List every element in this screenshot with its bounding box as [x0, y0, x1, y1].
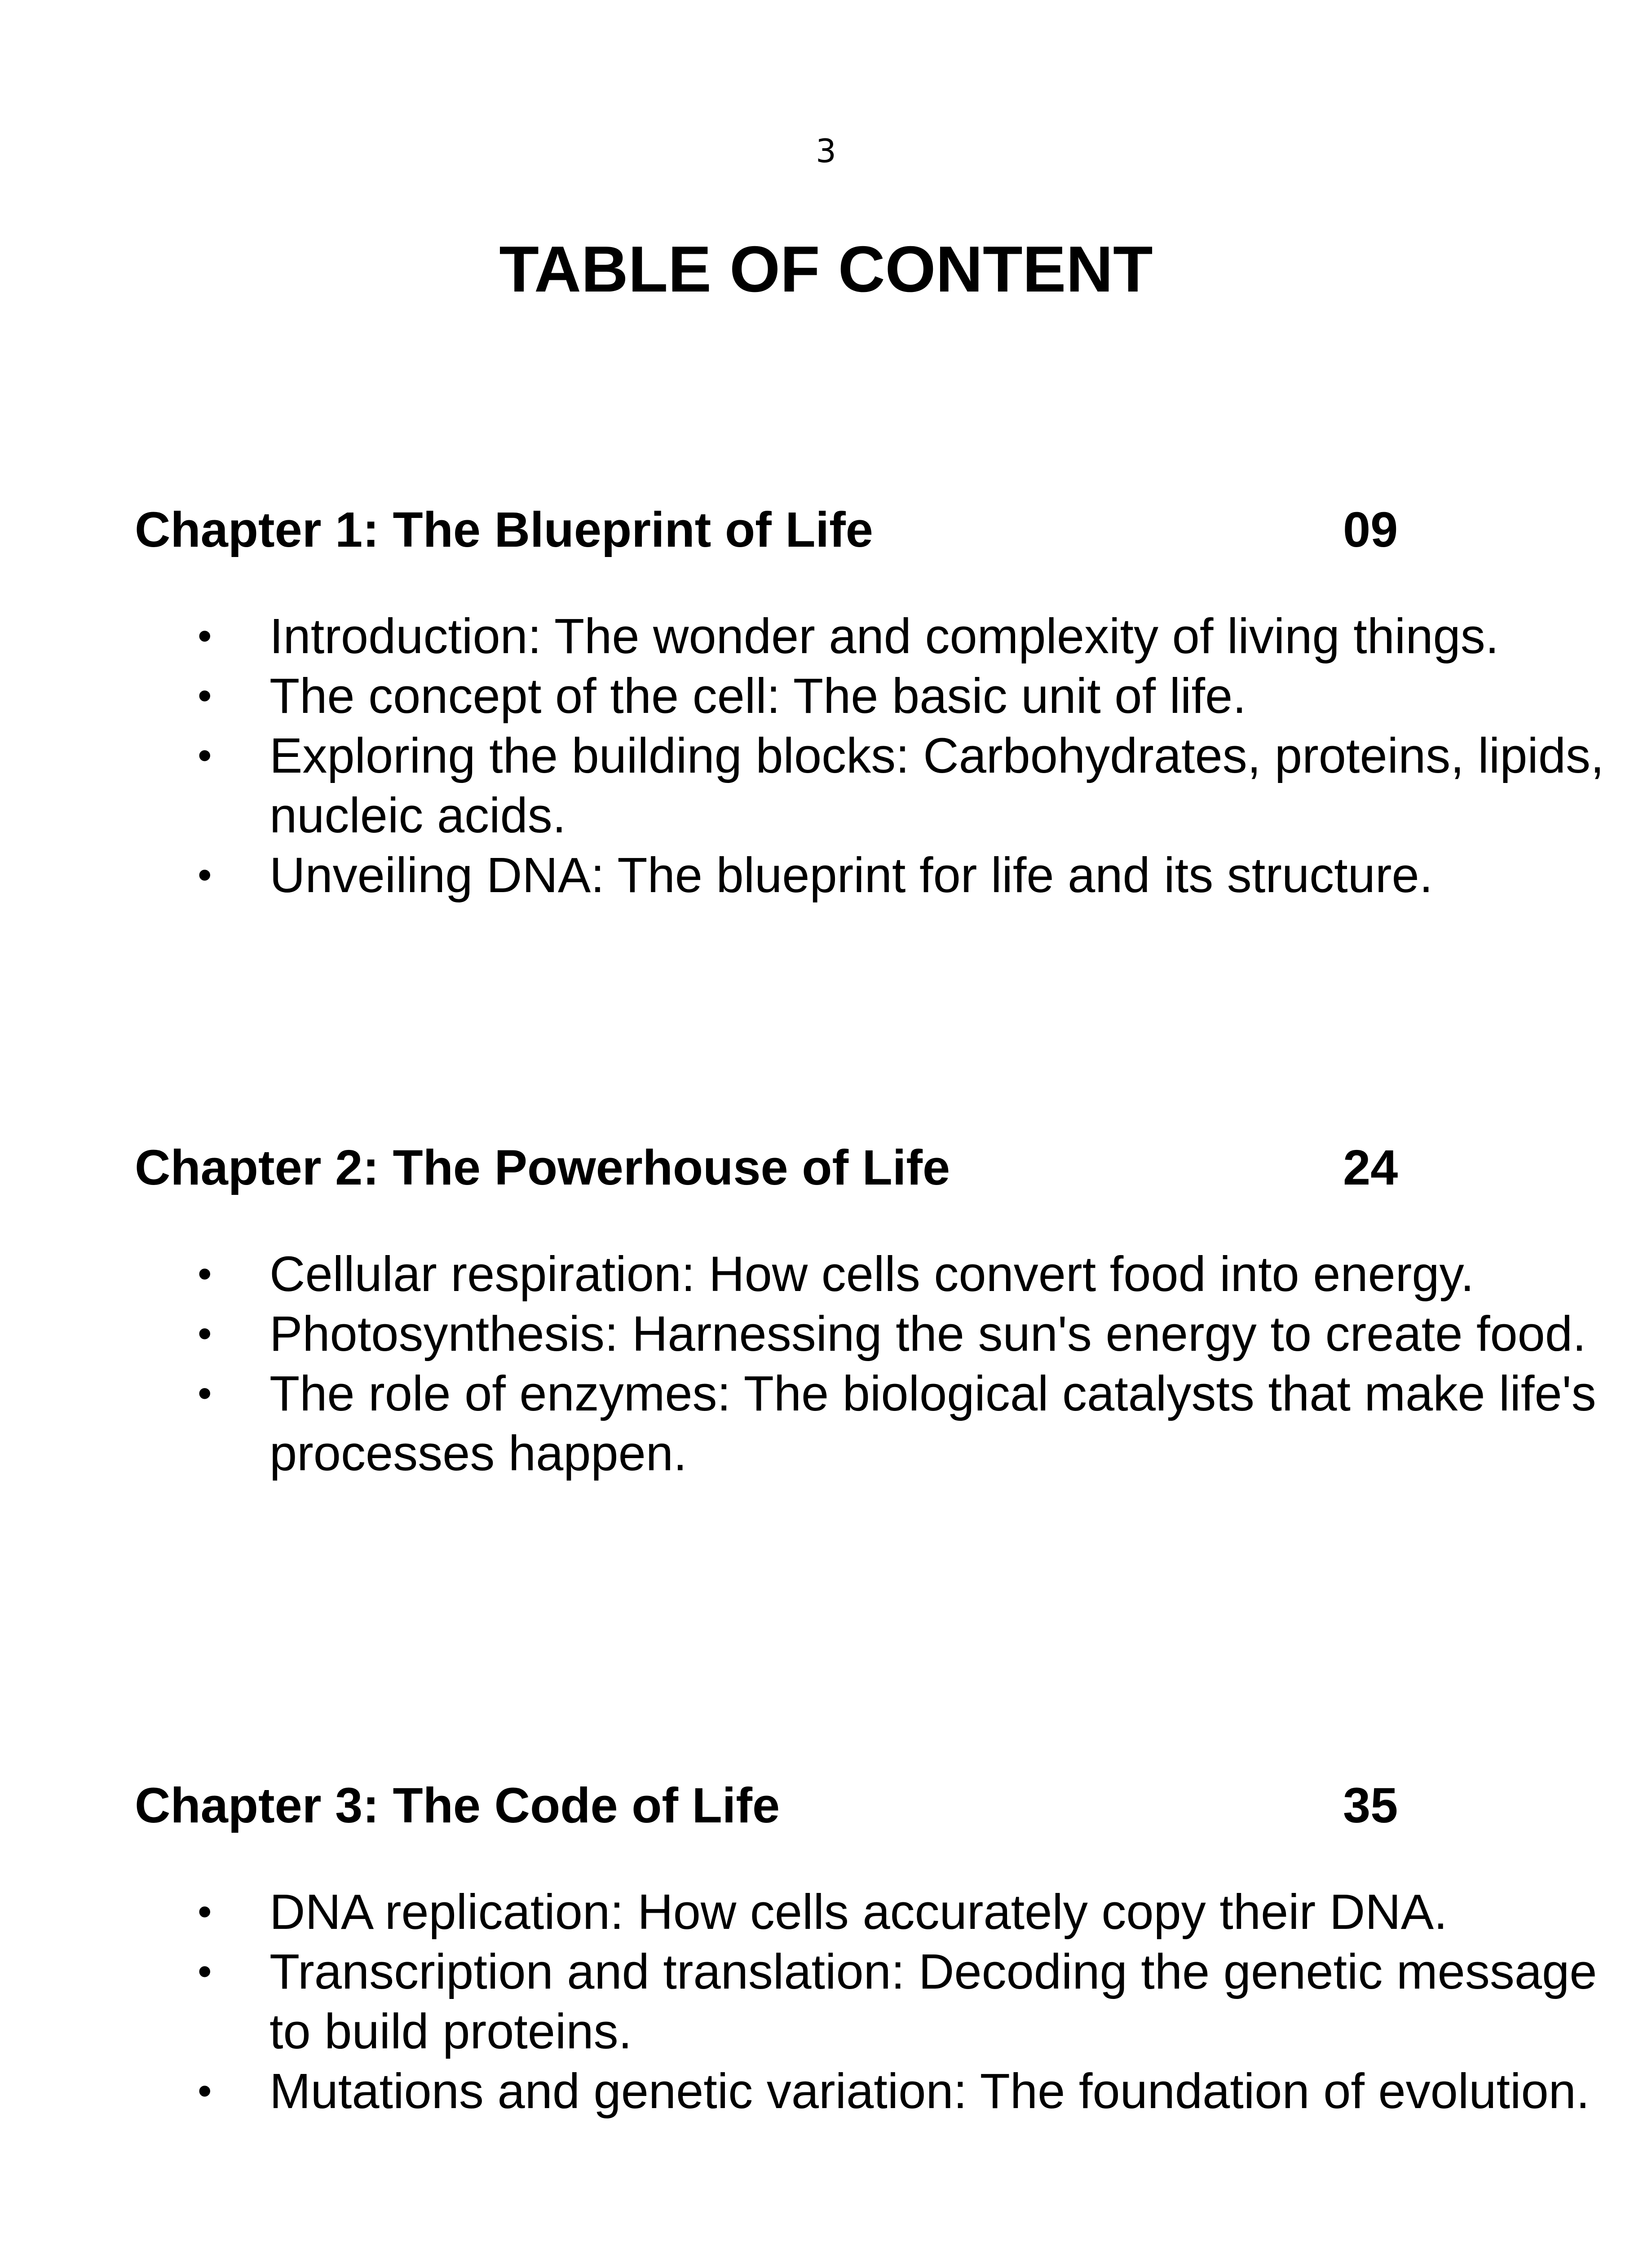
chapter-page-number: 35 — [1343, 1778, 1398, 1833]
chapter-heading — [135, 499, 1482, 562]
list-item — [135, 845, 1635, 905]
page-number: 3 — [816, 132, 836, 170]
list-item — [135, 1304, 1635, 1364]
topic-text: Unveiling DNA: The blueprint for life and its structure. — [269, 848, 1433, 903]
bullet-icon: • — [198, 1251, 212, 1296]
topic-text: The role of enzymes: The biological catalysts that make life's processes happen. — [269, 1366, 1596, 1481]
chapter-2-section — [135, 1136, 1596, 1483]
bullet-icon: • — [198, 1949, 212, 1994]
topic-text: DNA replication: How cells accurately copy their DNA. — [269, 1884, 1448, 1940]
list-item — [135, 1364, 1635, 1483]
topic-text: Cellular respiration: How cells convert food into energy. — [269, 1247, 1475, 1302]
list-item — [135, 2061, 1635, 2121]
chapter-page-number: 24 — [1343, 1140, 1398, 1195]
topic-text: The concept of the cell: The basic unit of life. — [269, 668, 1246, 724]
chapter-page-number: 09 — [1343, 502, 1398, 557]
list-item — [135, 606, 1635, 666]
page-title: TABLE OF CONTENT — [499, 233, 1153, 305]
topic-text: Transcription and translation: Decoding the genetic message to build proteins. — [269, 1944, 1597, 2059]
topic-list — [135, 1244, 1596, 1483]
chapter-title: Chapter 3: The Code of Life — [135, 1778, 780, 1833]
list-item — [135, 1244, 1635, 1304]
bullet-icon: • — [198, 673, 212, 718]
bullet-icon: • — [198, 614, 212, 659]
bullet-icon: • — [198, 1311, 212, 1356]
chapter-title: Chapter 2: The Powerhouse of Life — [135, 1140, 950, 1195]
bullet-icon: • — [198, 1371, 212, 1416]
topic-text: Mutations and genetic variation: The foundation of evolution. — [269, 2064, 1590, 2119]
topic-text: Exploring the building blocks: Carbohydrates, proteins, lipids, nucleic acids. — [269, 728, 1604, 843]
chapter-heading — [135, 1774, 1482, 1837]
list-item — [135, 1882, 1635, 1942]
chapter-title: Chapter 1: The Blueprint of Life — [135, 502, 873, 557]
list-item — [135, 666, 1635, 726]
list-item — [135, 1942, 1635, 2061]
bullet-icon: • — [198, 733, 212, 778]
topic-text: Introduction: The wonder and complexity of living things. — [269, 609, 1499, 664]
list-item — [135, 726, 1635, 845]
chapter-3-section — [135, 1774, 1597, 2121]
chapter-1-section — [135, 499, 1604, 905]
topic-list — [135, 1882, 1597, 2121]
bullet-icon: • — [198, 853, 212, 898]
bullet-icon: • — [198, 2069, 212, 2113]
topic-list — [135, 606, 1604, 905]
bullet-icon: • — [198, 1889, 212, 1934]
chapter-heading — [135, 1136, 1482, 1199]
topic-text: Photosynthesis: Harnessing the sun's energy to create food. — [269, 1306, 1586, 1362]
